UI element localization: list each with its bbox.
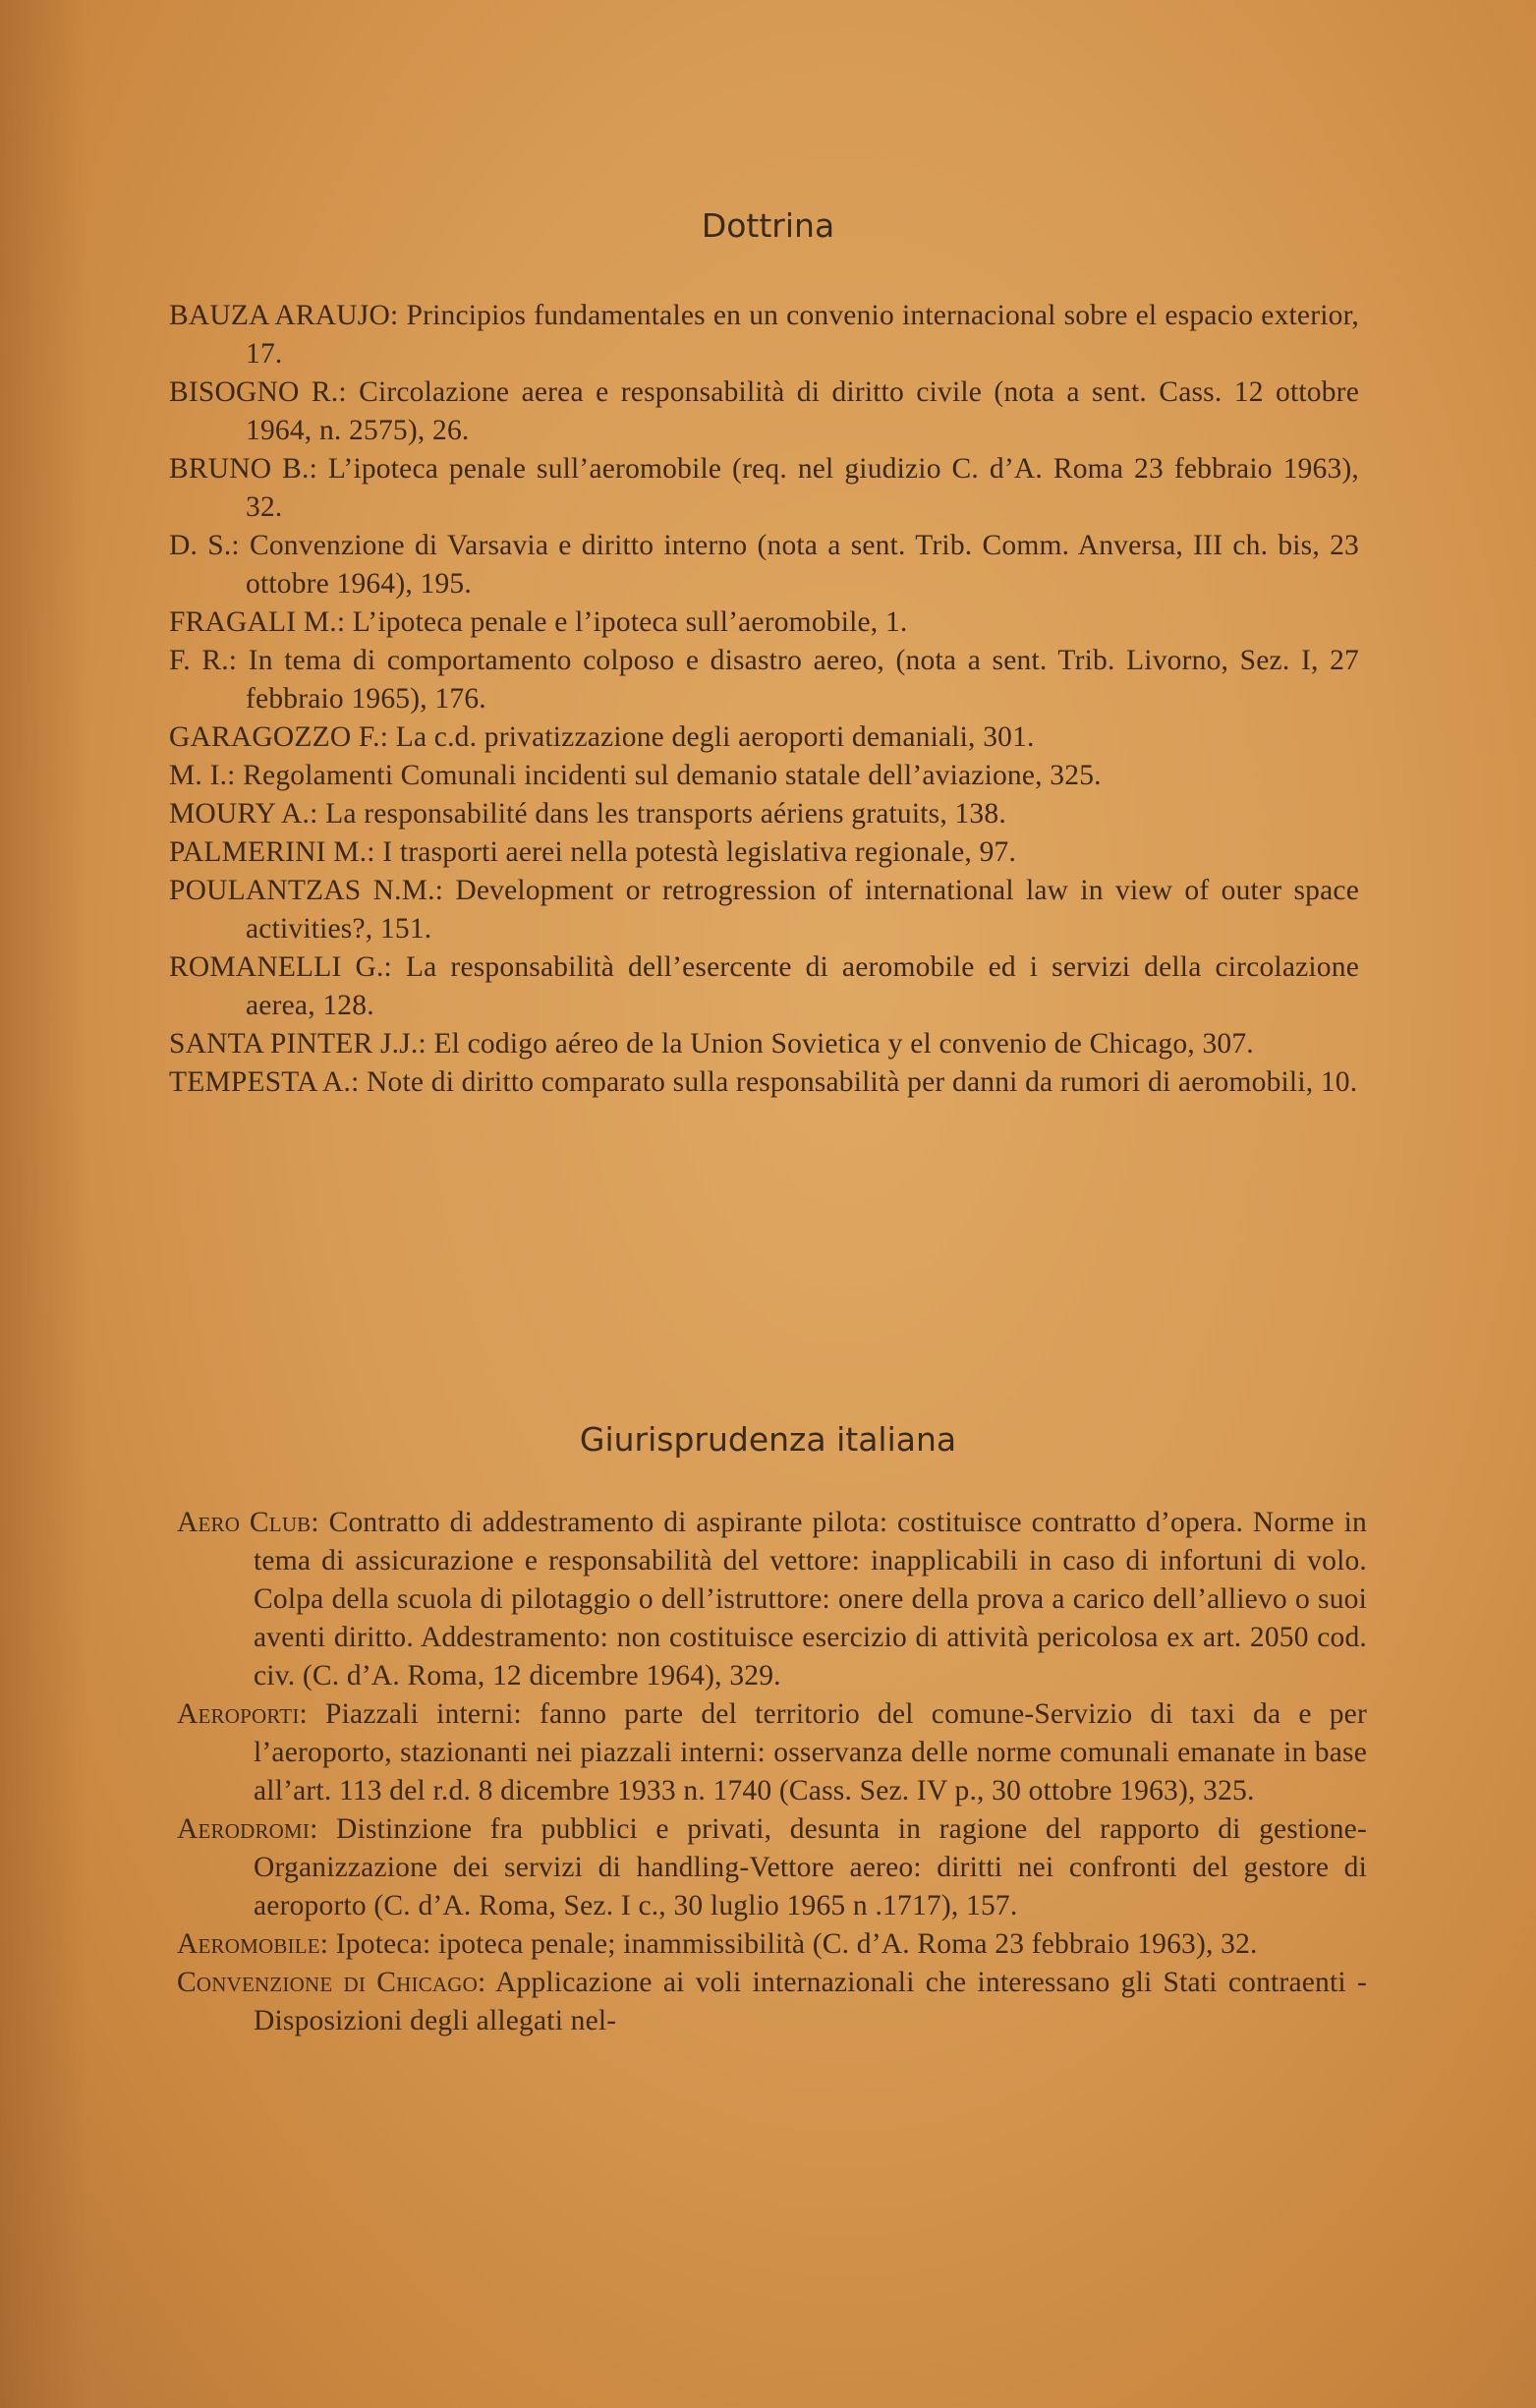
entry-text: Applicazione ai voli internazionali che interessano gli Stati contraenti - Disposizioni degli allegati nel- xyxy=(254,1967,1367,2036)
entry-text: Ipoteca: ipoteca penale; inammissibilità (C. d’A. Roma 23 febbraio 1963), 32. xyxy=(335,1928,1258,1960)
entry-text: Principios fundamentales en un convenio internacional sobre el espacio exterior, 17. xyxy=(246,300,1360,370)
index-entry xyxy=(169,833,1359,872)
entry-text: Convenzione di Varsavia e diritto interno (nota a sent. Trib. Comm. Anversa, III ch. bis, 23 ottobre 1964), 195. xyxy=(246,530,1359,600)
index-entry xyxy=(177,1810,1367,1925)
index-entry xyxy=(177,1695,1367,1810)
entry-text: La responsabilité dans les transports aériens gratuits, 138. xyxy=(325,798,1006,830)
entry-text: Contratto di addestramento di aspirante pilota: costituisce contratto d’opera. Norme in tema di assicurazione e responsabilità del vettore: inapplicabili in caso di infortuni di volo. Colpa della scuola di pilotaggio o dell’istruttore: onere della prova a carico dell’allievo o suoi aventi diritto. Addestramento: non costituisce esercizio di attività pericolosa ex art. 2050 cod. civ. (C. d’A. Roma, 12 dicembre 1964), 329. xyxy=(254,1507,1367,1691)
index-entry xyxy=(169,872,1359,948)
page-shadow xyxy=(0,0,88,2408)
entry-heading: SANTA PINTER J.J.: xyxy=(169,1028,427,1060)
index-entry xyxy=(169,373,1359,450)
entry-heading: BISOGNO R.: xyxy=(169,376,347,408)
index-entry xyxy=(169,718,1359,757)
index-entry xyxy=(169,1063,1359,1102)
entry-text: Circolazione aerea e responsabilità di diritto civile (nota a sent. Cass. 12 ottobre 1964, n. 2575), 26. xyxy=(246,376,1359,446)
index-entry xyxy=(169,527,1359,603)
index-entry xyxy=(169,757,1359,795)
entry-text: La c.d. privatizzazione degli aeroporti demaniali, 301. xyxy=(395,721,1035,753)
index-entry xyxy=(177,1504,1367,1695)
entry-text: Development or retrogression of international law in view of outer space activities?, 151. xyxy=(246,875,1359,945)
entry-text: Regolamenti Comunali incidenti sul demanio statale dell’aviazione, 325. xyxy=(243,760,1102,791)
entry-heading: MOURY A.: xyxy=(169,798,318,830)
entry-heading: M. I.: xyxy=(169,760,236,791)
section-title-giurisprudenza: Giurisprudenza italiana xyxy=(579,1420,957,1459)
index-entry xyxy=(169,297,1359,373)
entry-text: L’ipoteca penale e l’ipoteca sull’aeromobile, 1. xyxy=(352,606,908,638)
index-entry xyxy=(169,450,1359,527)
entry-heading: F. R.: xyxy=(169,645,238,676)
entry-text: El codigo aéreo de la Union Sovietica y el convenio de Chicago, 307. xyxy=(433,1028,1254,1060)
entry-heading: POULANTZAS N.M.: xyxy=(169,875,444,906)
index-entry xyxy=(169,603,1359,642)
entry-heading: PALMERINI M.: xyxy=(169,836,375,868)
index-entry xyxy=(177,1964,1367,2040)
index-entry xyxy=(177,1925,1367,1964)
dottrina-list xyxy=(169,297,1359,1102)
entry-heading: Aeroporti: xyxy=(177,1698,308,1730)
entry-text: Piazzali interni: fanno parte del territorio del comune-Servizio di taxi da e per l’aeroporto, stazionanti nei piazzali interni: osservanza delle norme comunali emanate in base all’art. 113 del r.d. 8 dicembre 1933 n. 1740 (Cass. Sez. IV p., 30 ottobre 1963), 325. xyxy=(254,1698,1368,1806)
entry-heading: Aerodromi: xyxy=(177,1813,318,1845)
index-entry xyxy=(169,1025,1359,1063)
section-title-dottrina: Dottrina xyxy=(701,206,835,245)
index-entry xyxy=(169,642,1359,718)
entry-heading: FRAGALI M.: xyxy=(169,606,346,638)
entry-heading: TEMPESTA A.: xyxy=(169,1066,360,1098)
entry-heading: GARAGOZZO F.: xyxy=(169,721,389,753)
entry-heading: D. S.: xyxy=(169,530,240,561)
entry-text: In tema di comportamento colposo e disastro aereo, (nota a sent. Trib. Livorno, Sez. I, 27 febbraio 1965), 176. xyxy=(246,645,1359,715)
entry-text: Note di diritto comparato sulla responsabilità per danni da rumori di aeromobili, 10. xyxy=(367,1066,1358,1098)
entry-heading: Convenzione di Chicago: xyxy=(177,1967,486,1998)
index-entry xyxy=(169,795,1359,833)
entry-heading: BAUZA ARAUJO: xyxy=(169,300,399,331)
index-entry xyxy=(169,948,1359,1025)
entry-heading: BRUNO B.: xyxy=(169,453,318,485)
entry-heading: ROMANELLI G.: xyxy=(169,951,392,983)
entry-text: La responsabilità dell’esercente di aeromobile ed i servizi della circolazione aerea, 128. xyxy=(246,951,1360,1021)
entry-text: I trasporti aerei nella potestà legislativa regionale, 97. xyxy=(382,836,1017,868)
entry-heading: Aeromobile: xyxy=(177,1928,329,1960)
giurisprudenza-list xyxy=(177,1504,1367,2040)
entry-text: L’ipoteca penale sull’aeromobile (req. nel giudizio C. d’A. Roma 23 febbraio 1963), 32. xyxy=(246,453,1360,523)
entry-text: Distinzione fra pubblici e privati, desunta in ragione del rapporto di gestione-Organizzazione dei servizi di handling-Vettore aereo: diritti nei confronti del gestore di aeroporto (C. d’A. Roma, Sez. I c., 30 luglio 1965 n .1717), 157. xyxy=(254,1813,1368,1921)
entry-heading: Aero Club: xyxy=(177,1507,319,1538)
